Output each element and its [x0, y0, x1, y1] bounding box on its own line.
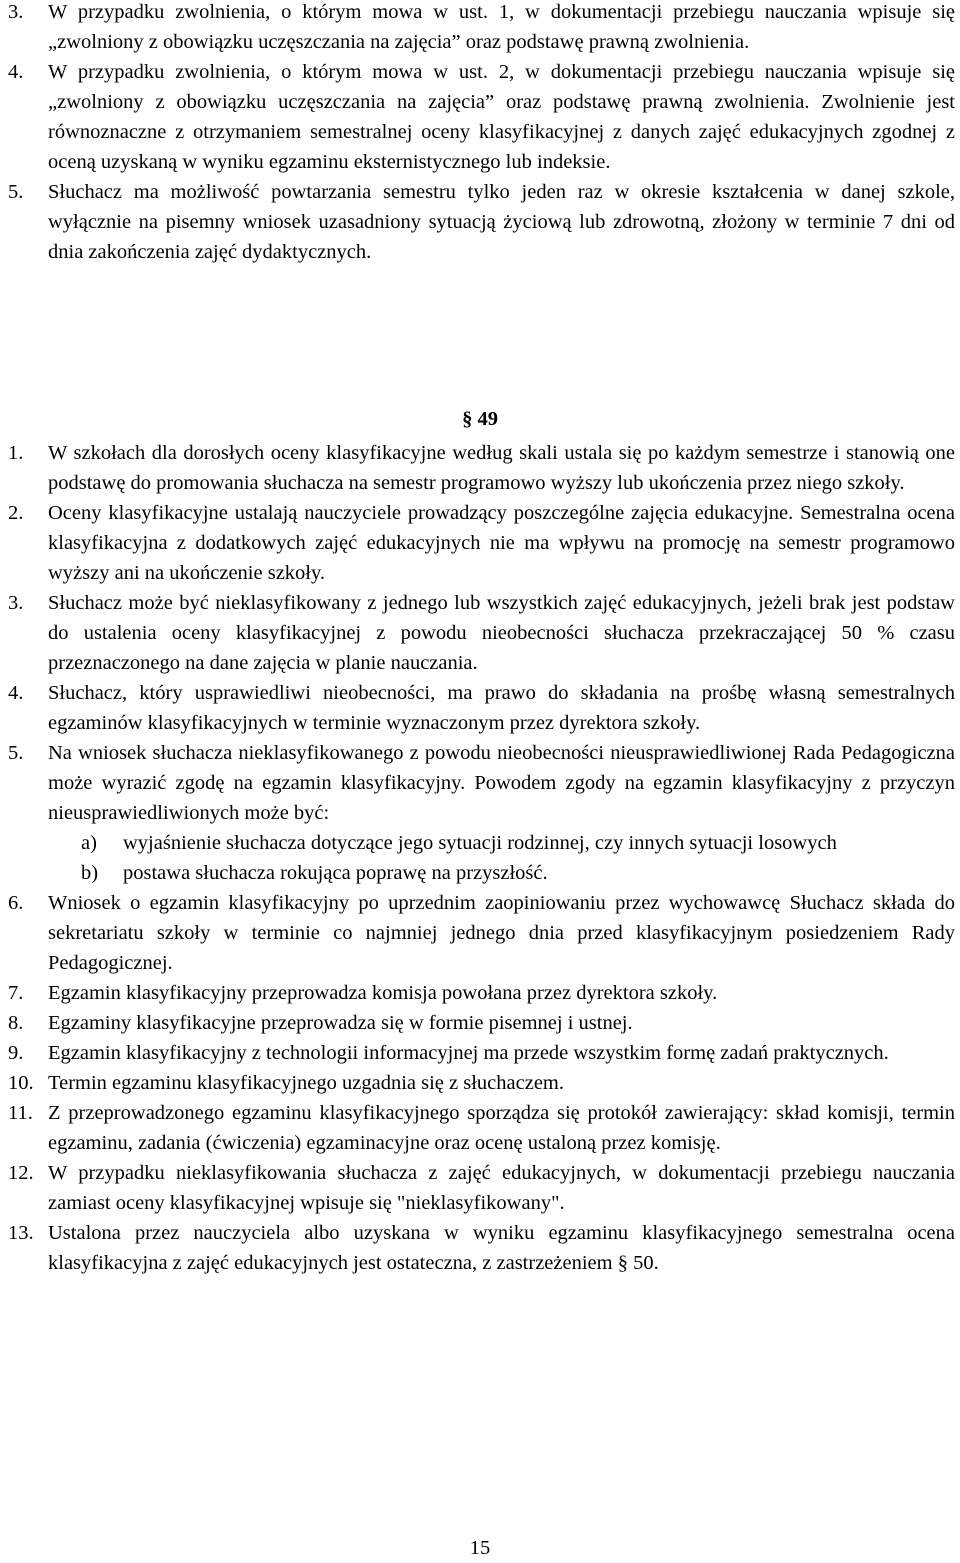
item-text: Z przeprowadzonego egzaminu klasyfikacyjnego sporządza się protokół zawierający: skład komisji, termin egzaminu, zadania (ćwiczenia) egzaminacyjne oraz ocenę ustaloną przez komisję. [48, 1102, 955, 1154]
item-text: Oceny klasyfikacyjne ustalają nauczyciele prowadzący poszczególne zajęcia edukacyjne. Semestralna ocena klasyfikacyjna z dodatkowych zajęć edukacyjnych nie ma wpływu na promocję na semestr programowo wyższy ani na ukończenie szkoły. [48, 502, 955, 584]
numbered-list-paragraph-49 [0, 438, 955, 1278]
item-text: Słuchacz ma możliwość powtarzania semestru tylko jeden raz w okresie kształcenia w danej szkole, wyłącznie na pisemny wniosek uzasadniony sytuacją życiową lub zdrowotną, złożony w terminie 7 dni od dnia zakończenia zajęć dydaktycznych. [48, 181, 955, 263]
section-paragraph-49 [0, 438, 955, 1278]
sub-item-letter: b) [81, 862, 99, 884]
item-text: W przypadku zwolnienia, o którym mowa w ust. 1, w dokumentacji przebiegu nauczania wpisuje się „zwolniony z obowiązku uczęszczania na zajęcia” oraz podstawę prawną zwolnienia. [48, 1, 955, 53]
list-item [0, 0, 955, 57]
item-number: 4. [8, 61, 24, 83]
item-number: 5. [8, 181, 24, 203]
list-item [0, 438, 955, 498]
sub-list-item [48, 828, 955, 858]
item-text: W przypadku nieklasyfikowania słuchacza z zajęć edukacyjnych, w dokumentacji przebiegu nauczania zamiast oceny klasyfikacyjnej wpisuje się "nieklasyfikowany". [48, 1162, 955, 1214]
list-item [0, 498, 955, 588]
section-previous-paragraph [0, 0, 955, 267]
item-number: 3. [8, 1, 24, 23]
list-item [0, 978, 955, 1008]
item-text: Termin egzaminu klasyfikacyjnego uzgadnia się z słuchaczem. [48, 1072, 564, 1094]
item-number: 9. [8, 1042, 24, 1064]
list-item [0, 738, 955, 888]
item-number: 2. [8, 502, 24, 524]
list-item [0, 588, 955, 678]
list-item [0, 1158, 955, 1218]
list-item [0, 57, 955, 177]
item-number: 10. [8, 1072, 34, 1094]
sub-item-text: wyjaśnienie słuchacza dotyczące jego sytuacji rodzinnej, czy innych sytuacji losowych [123, 832, 837, 854]
lettered-sub-list [48, 828, 955, 888]
item-text: Ustalona przez nauczyciela albo uzyskana w wyniku egzaminu klasyfikacyjnego semestralna ocena klasyfikacyjna z zajęć edukacyjnych jest ostateczna, z zastrzeżeniem § 50. [48, 1222, 955, 1274]
item-number: 8. [8, 1012, 24, 1034]
item-number: 4. [8, 682, 24, 704]
item-number: 11. [8, 1102, 33, 1124]
item-number: 13. [8, 1222, 34, 1244]
list-item [0, 1038, 955, 1068]
item-number: 7. [8, 982, 24, 1004]
list-item [0, 177, 955, 267]
page-number: 15 [469, 1537, 491, 1559]
item-text: Słuchacz może być nieklasyfikowany z jednego lub wszystkich zajęć edukacyjnych, jeżeli brak jest podstaw do ustalenia oceny klasyfikacyjnej z powodu nieobecności słuchacza przekraczającej 50 % czasu przeznaczonego na dane zajęcia w planie nauczania. [48, 592, 955, 674]
item-text: Egzamin klasyfikacyjny przeprowadza komisja powołana przez dyrektora szkoły. [48, 982, 718, 1004]
item-number: 12. [8, 1162, 34, 1184]
item-text: Słuchacz, który usprawiedliwi nieobecności, ma prawo do składania na prośbę własną semestralnych egzaminów klasyfikacyjnych w terminie wyznaczonym przez dyrektora szkoły. [48, 682, 955, 734]
item-number: 5. [8, 742, 24, 764]
list-item [0, 1068, 955, 1098]
paragraph-heading: § 49 [462, 408, 498, 430]
item-text: Wniosek o egzamin klasyfikacyjny po uprzednim zaopiniowaniu przez wychowawcę Słuchacz składa do sekretariatu szkoły w terminie co najmniej jednego dnia przed klasyfikacyjnym posiedzeniem Rady Pedagogicznej. [48, 892, 955, 974]
item-text: Egzamin klasyfikacyjny z technologii informacyjnej ma przede wszystkim formę zadań praktycznych. [48, 1042, 889, 1064]
item-number: 3. [8, 592, 24, 614]
item-number: 1. [8, 442, 24, 464]
list-item [0, 1098, 955, 1158]
sub-item-text: postawa słuchacza rokująca poprawę na przyszłość. [123, 862, 548, 884]
list-item [0, 888, 955, 978]
sub-list-item [48, 858, 955, 888]
item-number: 6. [8, 892, 24, 914]
sub-item-letter: a) [81, 832, 97, 854]
numbered-list-previous [0, 0, 955, 267]
list-item [0, 678, 955, 738]
item-text: W szkołach dla dorosłych oceny klasyfikacyjne według skali ustala się po każdym semestrze i stanowią one podstawę do promowania słuchacza na semestr programowo wyższy lub ukończenia przez niego szkoły. [48, 442, 955, 494]
list-item [0, 1008, 955, 1038]
item-text: W przypadku zwolnienia, o którym mowa w ust. 2, w dokumentacji przebiegu nauczania wpisuje się „zwolniony z obowiązku uczęszczania na zajęcia” oraz podstawę prawną zwolnienia. Zwolnienie jest równoznaczne z otrzymaniem semestralnej oceny klasyfikacyjnej z danych zajęć edukacyjnych zgodnej z oceną uzyskaną w wyniku egzaminu eksternistycznego lub indeksie. [48, 61, 955, 173]
list-item [0, 1218, 955, 1278]
item-text: Na wniosek słuchacza nieklasyfikowanego z powodu nieobecności nieusprawiedliwionej Rada Pedagogiczna może wyrazić zgodę na egzamin klasyfikacyjny. Powodem zgody na egzamin klasyfikacyjny z przyczyn nieusprawiedliwionych może być: [48, 742, 955, 824]
item-text: Egzaminy klasyfikacyjne przeprowadza się w formie pisemnej i ustnej. [48, 1012, 633, 1034]
